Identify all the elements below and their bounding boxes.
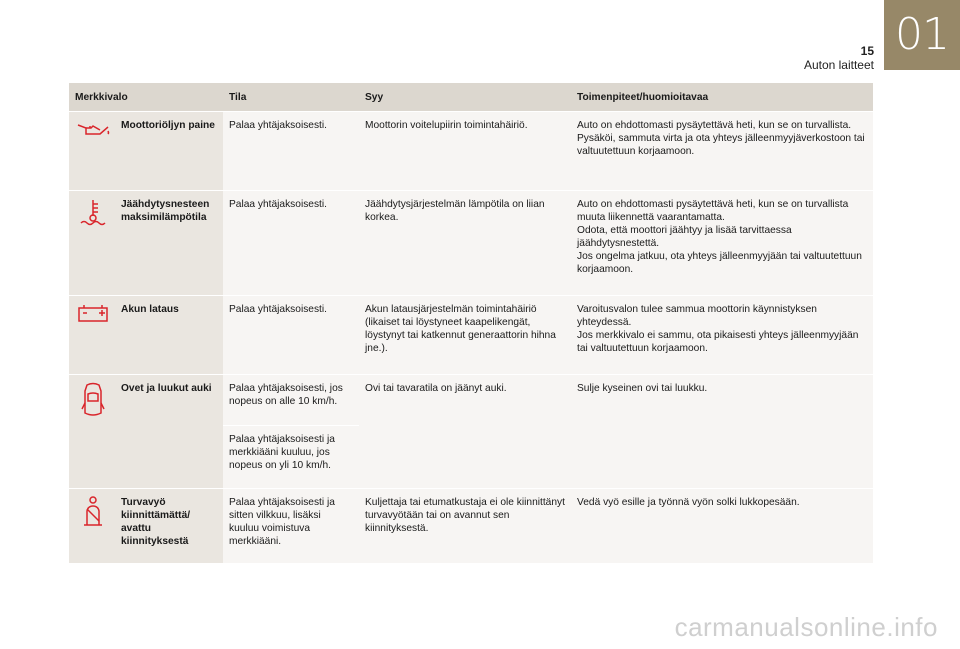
cause-text: Jäähdytysjärjestelmän lämpötila on liian korkea. xyxy=(359,191,571,295)
table-row xyxy=(69,296,873,374)
action-text: Sulje kyseinen ovi tai luukku. xyxy=(571,375,873,488)
cause-text: Kuljettaja tai etumatkustaja ei ole kiinnittänyt turvavyötään tai on avannut sen kiinnityksestä. xyxy=(359,489,571,563)
header-cause: Syy xyxy=(359,83,571,111)
table-row xyxy=(69,191,873,295)
indicator-name: Jäähdytysnesteen maksimilämpötila xyxy=(117,191,223,295)
table-row xyxy=(69,375,873,425)
icon-cell xyxy=(69,296,117,374)
cause-text: Ovi tai tavaratila on jäänyt auki. xyxy=(359,375,571,488)
action-text: Vedä vyö esille ja työnnä vyön solki lukkopesään. xyxy=(571,489,873,563)
cause-text: Akun latausjärjestelmän toimintahäiriö (likaiset tai löystyneet kaapelikengät, löystynyt tai katkennut generaattorin hihna jne.). xyxy=(359,296,571,374)
warning-lights-table xyxy=(69,82,873,564)
indicator-name: Moottoriöljyn paine xyxy=(117,112,223,190)
status-text: Palaa yhtäjaksoisesti. xyxy=(223,296,359,374)
status-text: Palaa yhtäjaksoisesti, jos nopeus on alle 10 km/h. xyxy=(223,375,359,425)
indicator-name: Ovet ja luukut auki xyxy=(117,375,223,488)
header-indicator: Merkkivalo xyxy=(69,83,223,111)
action-text: Varoitusvalon tulee sammua moottorin käynnistyksen yhteydessä. Jos merkkivalo ei sammu, ota pikaisesti yhteys jälleenmyyjään tai valtuutettuun korjaamoon. xyxy=(571,296,873,374)
header-status: Tila xyxy=(223,83,359,111)
icon-cell xyxy=(69,375,117,488)
battery-icon xyxy=(76,302,110,324)
indicator-name: Akun lataus xyxy=(117,296,223,374)
page-number: 15 xyxy=(860,44,874,58)
oil-can-icon xyxy=(75,118,111,140)
seatbelt-icon xyxy=(80,495,106,529)
action-text: Auto on ehdottomasti pysäytettävä heti, kun se on turvallista muuta liikennettä vaarantamatta. Odota, että moottori jäähtyy ja lisää tarvittaessa jäähdytysnestettä. Jos ongelma jatkuu, ota yhteys jälleenmyyjään tai valtuutettuun korjaamoon. xyxy=(571,191,873,295)
status-text-secondary: Palaa yhtäjaksoisesti ja merkkiääni kuuluu, jos nopeus on yli 10 km/h. xyxy=(223,426,359,488)
status-text: Palaa yhtäjaksoisesti. xyxy=(223,112,359,190)
icon-cell xyxy=(69,112,117,190)
coolant-temperature-icon xyxy=(78,197,108,229)
action-text: Auto on ehdottomasti pysäytettävä heti, kun se on turvallista. Pysäköi, sammuta virta ja ota yhteys jälleenmyyjäverkostoon tai valtuutettuun korjaamoon. xyxy=(571,112,873,190)
indicator-name: Turvavyö kiinnittämättä/ avattu kiinnityksestä xyxy=(117,489,223,563)
table-header-row xyxy=(69,83,873,111)
table-row xyxy=(69,489,873,563)
table-row xyxy=(69,112,873,190)
section-title: Auton laitteet xyxy=(803,58,874,72)
door-open-icon xyxy=(81,381,105,421)
watermark: carmanualsonline.info xyxy=(674,612,938,642)
icon-cell xyxy=(69,489,117,563)
status-text: Palaa yhtäjaksoisesti. xyxy=(223,191,359,295)
status-text: Palaa yhtäjaksoisesti ja sitten vilkkuu, lisäksi kuuluu voimistuva merkkiääni. xyxy=(223,489,359,563)
icon-cell xyxy=(69,191,117,295)
cause-text: Moottorin voitelupiirin toimintahäiriö. xyxy=(359,112,571,190)
header-action: Toimenpiteet/huomioitavaa xyxy=(571,83,873,111)
chapter-tab: 01 xyxy=(884,0,960,70)
